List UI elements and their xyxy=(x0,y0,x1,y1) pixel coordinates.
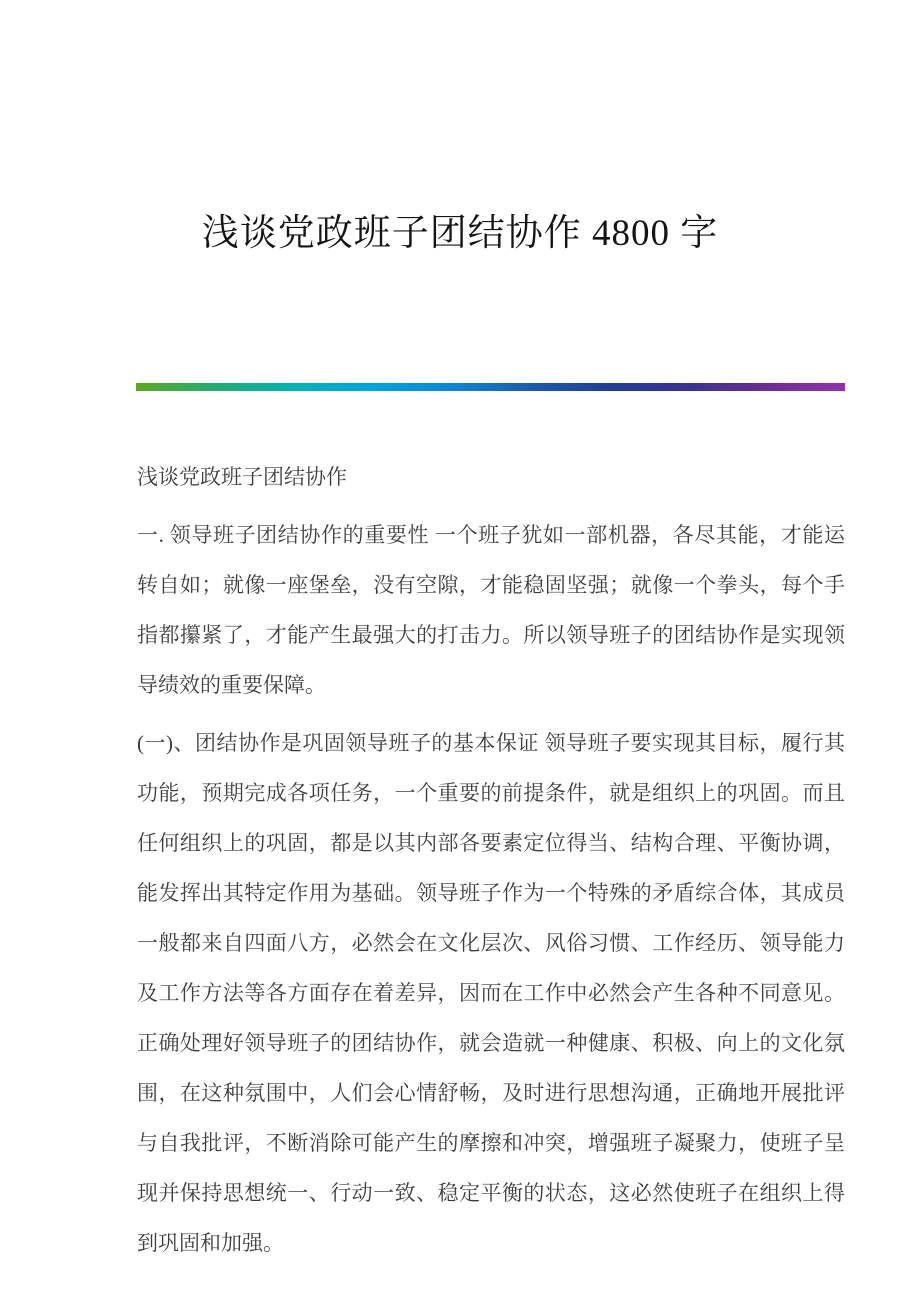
document-title: 浅谈党政班子团结协作 4800 字 xyxy=(201,213,719,254)
paragraph: 一. 领导班子团结协作的重要性 一个班子犹如一部机器，各尽其能，才能运转自如；就像一座堡垒，没有空隙，才能稳固坚强；就像一个拳头，每个手指都攥紧了，才能产生最强大的打击力。所以领导班子的团结协作是实现领导绩效的重要保障。 xyxy=(137,523,845,697)
document-body xyxy=(137,452,845,1276)
paragraph-heading: 浅谈党政班子团结协作 xyxy=(137,465,347,489)
gradient-divider xyxy=(136,383,845,391)
paragraph: (一)、团结协作是巩固领导班子的基本保证 领导班子要实现其目标，履行其功能，预期完成各项任务，一个重要的前提条件，就是组织上的巩固。而且任何组织上的巩固，都是以其内部各要素定位得当、结构合理、平衡协调，能发挥出其特定作用为基础。领导班子作为一个特殊的矛盾综合体，其成员一般都来自四面八方，必然会在文化层次、风俗习惯、工作经历、领导能力及工作方法等各方面存在着差异，因而在工作中必然会产生各种不同意见。正确处理好领导班子的团结协作，就会造就一种健康、积极、向上的文化氛围，在这种氛围中，人们会心情舒畅，及时进行思想沟通，正确地开展批评与自我批评，不断消除可能产生的摩擦和冲突，增强班子凝聚力，使班子呈现并保持思想统一、行动一致、稳定平衡的状态，这必然使班子在组织上得到巩固和加强。 xyxy=(137,731,845,1255)
